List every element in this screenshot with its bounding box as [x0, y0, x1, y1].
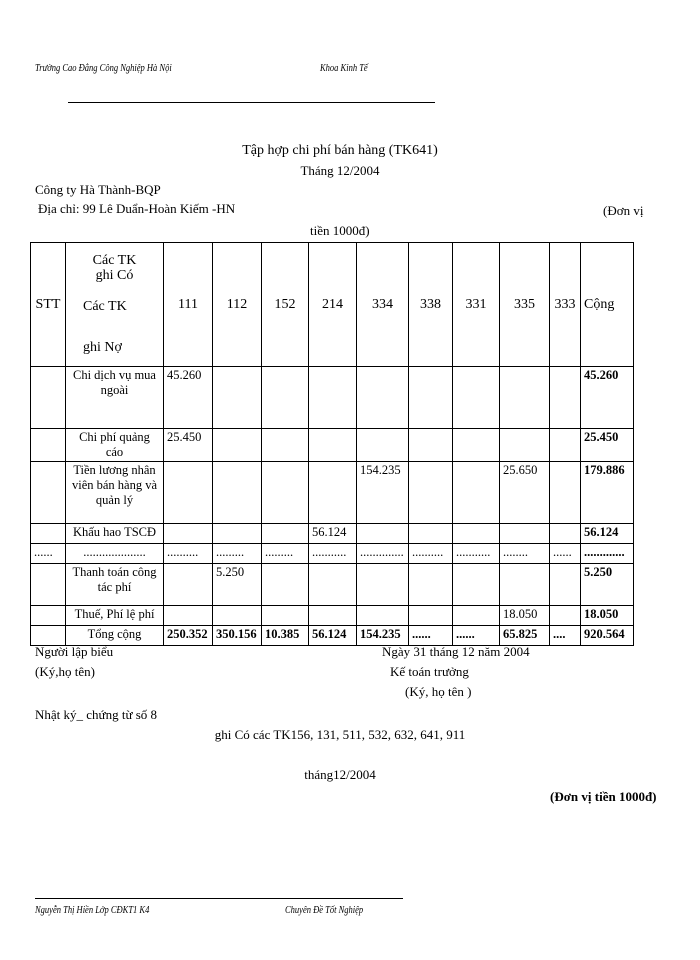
- col-header-stt: STT: [31, 243, 66, 367]
- cell-333: [550, 462, 581, 524]
- table-row: [31, 462, 634, 524]
- cell-338: [409, 524, 453, 544]
- cell-338: [409, 367, 453, 429]
- total-stt: [31, 626, 66, 646]
- header-faculty: Khoa Kinh Tế: [320, 63, 368, 74]
- unit-label-part1: (Đơn vị: [603, 203, 644, 218]
- col-header-111: 111: [164, 243, 213, 367]
- cell-111: [164, 524, 213, 544]
- cell-331: ...........: [453, 544, 500, 564]
- row-account-name: Khấu hao TSCĐ: [66, 524, 164, 544]
- cell-334: 154.235: [357, 462, 409, 524]
- table-total-row: [31, 626, 634, 646]
- cell-152: [262, 564, 309, 606]
- cell-338: ..........: [409, 544, 453, 564]
- col-header-total: Cộng: [581, 243, 634, 367]
- table-row: [31, 606, 634, 626]
- cell-214: [309, 462, 357, 524]
- cell-333: [550, 564, 581, 606]
- cell-112: [213, 606, 262, 626]
- total-cell-338: ......: [409, 626, 453, 646]
- cell-333: [550, 429, 581, 462]
- cell-214: ...........: [309, 544, 357, 564]
- footer-author: Nguyễn Thị Hiền Lớp CĐKT1 K4: [35, 905, 150, 916]
- sign-left-note: (Ký,họ tên): [35, 664, 95, 679]
- cell-152: [262, 462, 309, 524]
- cell-total: 56.124: [581, 524, 634, 544]
- cell-333: ......: [550, 544, 581, 564]
- cell-335: 18.050: [500, 606, 550, 626]
- row-stt: [31, 524, 66, 544]
- journal-unit: (Đơn vị tiền 1000đ): [550, 789, 657, 804]
- sign-date: Ngày 31 tháng 12 năm 2004: [382, 644, 530, 659]
- cell-331: [453, 606, 500, 626]
- cell-152: [262, 524, 309, 544]
- sign-right-title: Kế toán trưởng: [390, 664, 469, 679]
- cell-335: [500, 429, 550, 462]
- corner-credit-label-1: Các TK: [92, 252, 137, 268]
- cell-214: [309, 367, 357, 429]
- company-address: Địa chỉ: 99 Lê Duẩn-Hoàn Kiếm -HN: [38, 201, 236, 216]
- row-account-name: Chi phí quảng cáo: [66, 429, 164, 462]
- report-month: Tháng 12/2004: [300, 163, 380, 178]
- ledger-table: [30, 242, 634, 646]
- table-row: [31, 367, 634, 429]
- cell-331: [453, 462, 500, 524]
- cell-335: [500, 367, 550, 429]
- cell-335: 25.650: [500, 462, 550, 524]
- cell-111: [164, 606, 213, 626]
- col-header-333: 333: [550, 243, 581, 367]
- col-header-338: 338: [409, 243, 453, 367]
- header-school: Trường Cao Đẳng Công Nghiệp Hà Nội: [35, 63, 172, 74]
- total-cell-152: 10.385: [262, 626, 309, 646]
- footer-rule: [35, 898, 403, 899]
- cell-111: ..........: [164, 544, 213, 564]
- cell-334: [357, 524, 409, 544]
- col-header-112: 112: [213, 243, 262, 367]
- cell-112: .........: [213, 544, 262, 564]
- total-cell-335: 65.825: [500, 626, 550, 646]
- col-header-335: 335: [500, 243, 550, 367]
- cell-152: [262, 367, 309, 429]
- col-header-214: 214: [309, 243, 357, 367]
- row-account-name: Thuế, Phí lệ phí: [66, 606, 164, 626]
- company-name: Công ty Hà Thành-BQP: [35, 182, 161, 197]
- cell-333: [550, 606, 581, 626]
- cell-112: [213, 429, 262, 462]
- corner-debit-label-2: ghi Nợ: [83, 339, 122, 355]
- cell-334: ..............: [357, 544, 409, 564]
- total-cell-214: 56.124: [309, 626, 357, 646]
- row-stt: [31, 606, 66, 626]
- unit-label-part2: tiền 1000đ): [310, 223, 370, 238]
- corner-debit-label-1: Các TK: [83, 298, 127, 314]
- cell-335: [500, 564, 550, 606]
- cell-152: [262, 429, 309, 462]
- row-account-name: ....................: [66, 544, 164, 564]
- row-account-name: Chi dịch vụ mua ngoài: [66, 367, 164, 429]
- cell-total: 5.250: [581, 564, 634, 606]
- total-label: Tổng cộng: [66, 626, 164, 646]
- table-row: [31, 524, 634, 544]
- cell-334: [357, 564, 409, 606]
- cell-111: 45.260: [164, 367, 213, 429]
- cell-214: 56.124: [309, 524, 357, 544]
- footer-title: Chuyên Đề Tốt Nghiệp: [285, 905, 364, 916]
- col-header-334: 334: [357, 243, 409, 367]
- cell-total: 18.050: [581, 606, 634, 626]
- cell-331: [453, 524, 500, 544]
- cell-total: 45.260: [581, 367, 634, 429]
- cell-214: [309, 606, 357, 626]
- cell-338: [409, 429, 453, 462]
- journal-month: tháng12/2004: [304, 767, 376, 782]
- table-row: [31, 544, 634, 564]
- cell-111: [164, 564, 213, 606]
- cell-152: .........: [262, 544, 309, 564]
- cell-total: 179.886: [581, 462, 634, 524]
- cell-111: 25.450: [164, 429, 213, 462]
- corner-credit-label-2: ghi Có: [95, 267, 134, 283]
- cell-331: [453, 429, 500, 462]
- cell-335: [500, 524, 550, 544]
- row-stt: [31, 367, 66, 429]
- table-row: [31, 429, 634, 462]
- sign-left-title: Người lập biểu: [35, 644, 114, 659]
- cell-338: [409, 564, 453, 606]
- cell-total: .............: [581, 544, 634, 564]
- cell-331: [453, 564, 500, 606]
- journal-subtitle: ghi Có các TK156, 131, 511, 532, 632, 641, 911: [214, 727, 466, 742]
- col-header-corner: [66, 243, 164, 367]
- row-stt: ......: [31, 544, 66, 564]
- cell-334: [357, 367, 409, 429]
- cell-338: [409, 462, 453, 524]
- col-header-331: 331: [453, 243, 500, 367]
- cell-112: [213, 524, 262, 544]
- cell-334: [357, 429, 409, 462]
- row-stt: [31, 462, 66, 524]
- total-cell-331: ......: [453, 626, 500, 646]
- total-cell-112: 350.156: [213, 626, 262, 646]
- cell-111: [164, 462, 213, 524]
- cell-152: [262, 606, 309, 626]
- report-title: Tập hợp chi phí bán hàng (TK641): [242, 143, 438, 158]
- cell-112: [213, 462, 262, 524]
- total-cell-111: 250.352: [164, 626, 213, 646]
- cell-331: [453, 367, 500, 429]
- row-account-name: Tiền lương nhân viên bán hàng và quản lý: [66, 462, 164, 524]
- table-row: [31, 564, 634, 606]
- total-cell-333: ....: [550, 626, 581, 646]
- total-cell-334: 154.235: [357, 626, 409, 646]
- cell-112: [213, 367, 262, 429]
- cell-335: ........: [500, 544, 550, 564]
- cell-total: 25.450: [581, 429, 634, 462]
- cell-338: [409, 606, 453, 626]
- total-cell-total: 920.564: [581, 626, 634, 646]
- row-account-name: Thanh toán công tác phí: [66, 564, 164, 606]
- cell-333: [550, 524, 581, 544]
- sign-right-note: (Ký, họ tên ): [405, 684, 472, 699]
- header-rule: [68, 102, 435, 103]
- col-header-152: 152: [262, 243, 309, 367]
- row-stt: [31, 564, 66, 606]
- cell-214: [309, 429, 357, 462]
- journal-title: Nhật ký_ chứng từ số 8: [35, 707, 158, 722]
- cell-334: [357, 606, 409, 626]
- cell-214: [309, 564, 357, 606]
- row-stt: [31, 429, 66, 462]
- cell-333: [550, 367, 581, 429]
- table-header-row: [31, 243, 634, 367]
- cell-112: 5.250: [213, 564, 262, 606]
